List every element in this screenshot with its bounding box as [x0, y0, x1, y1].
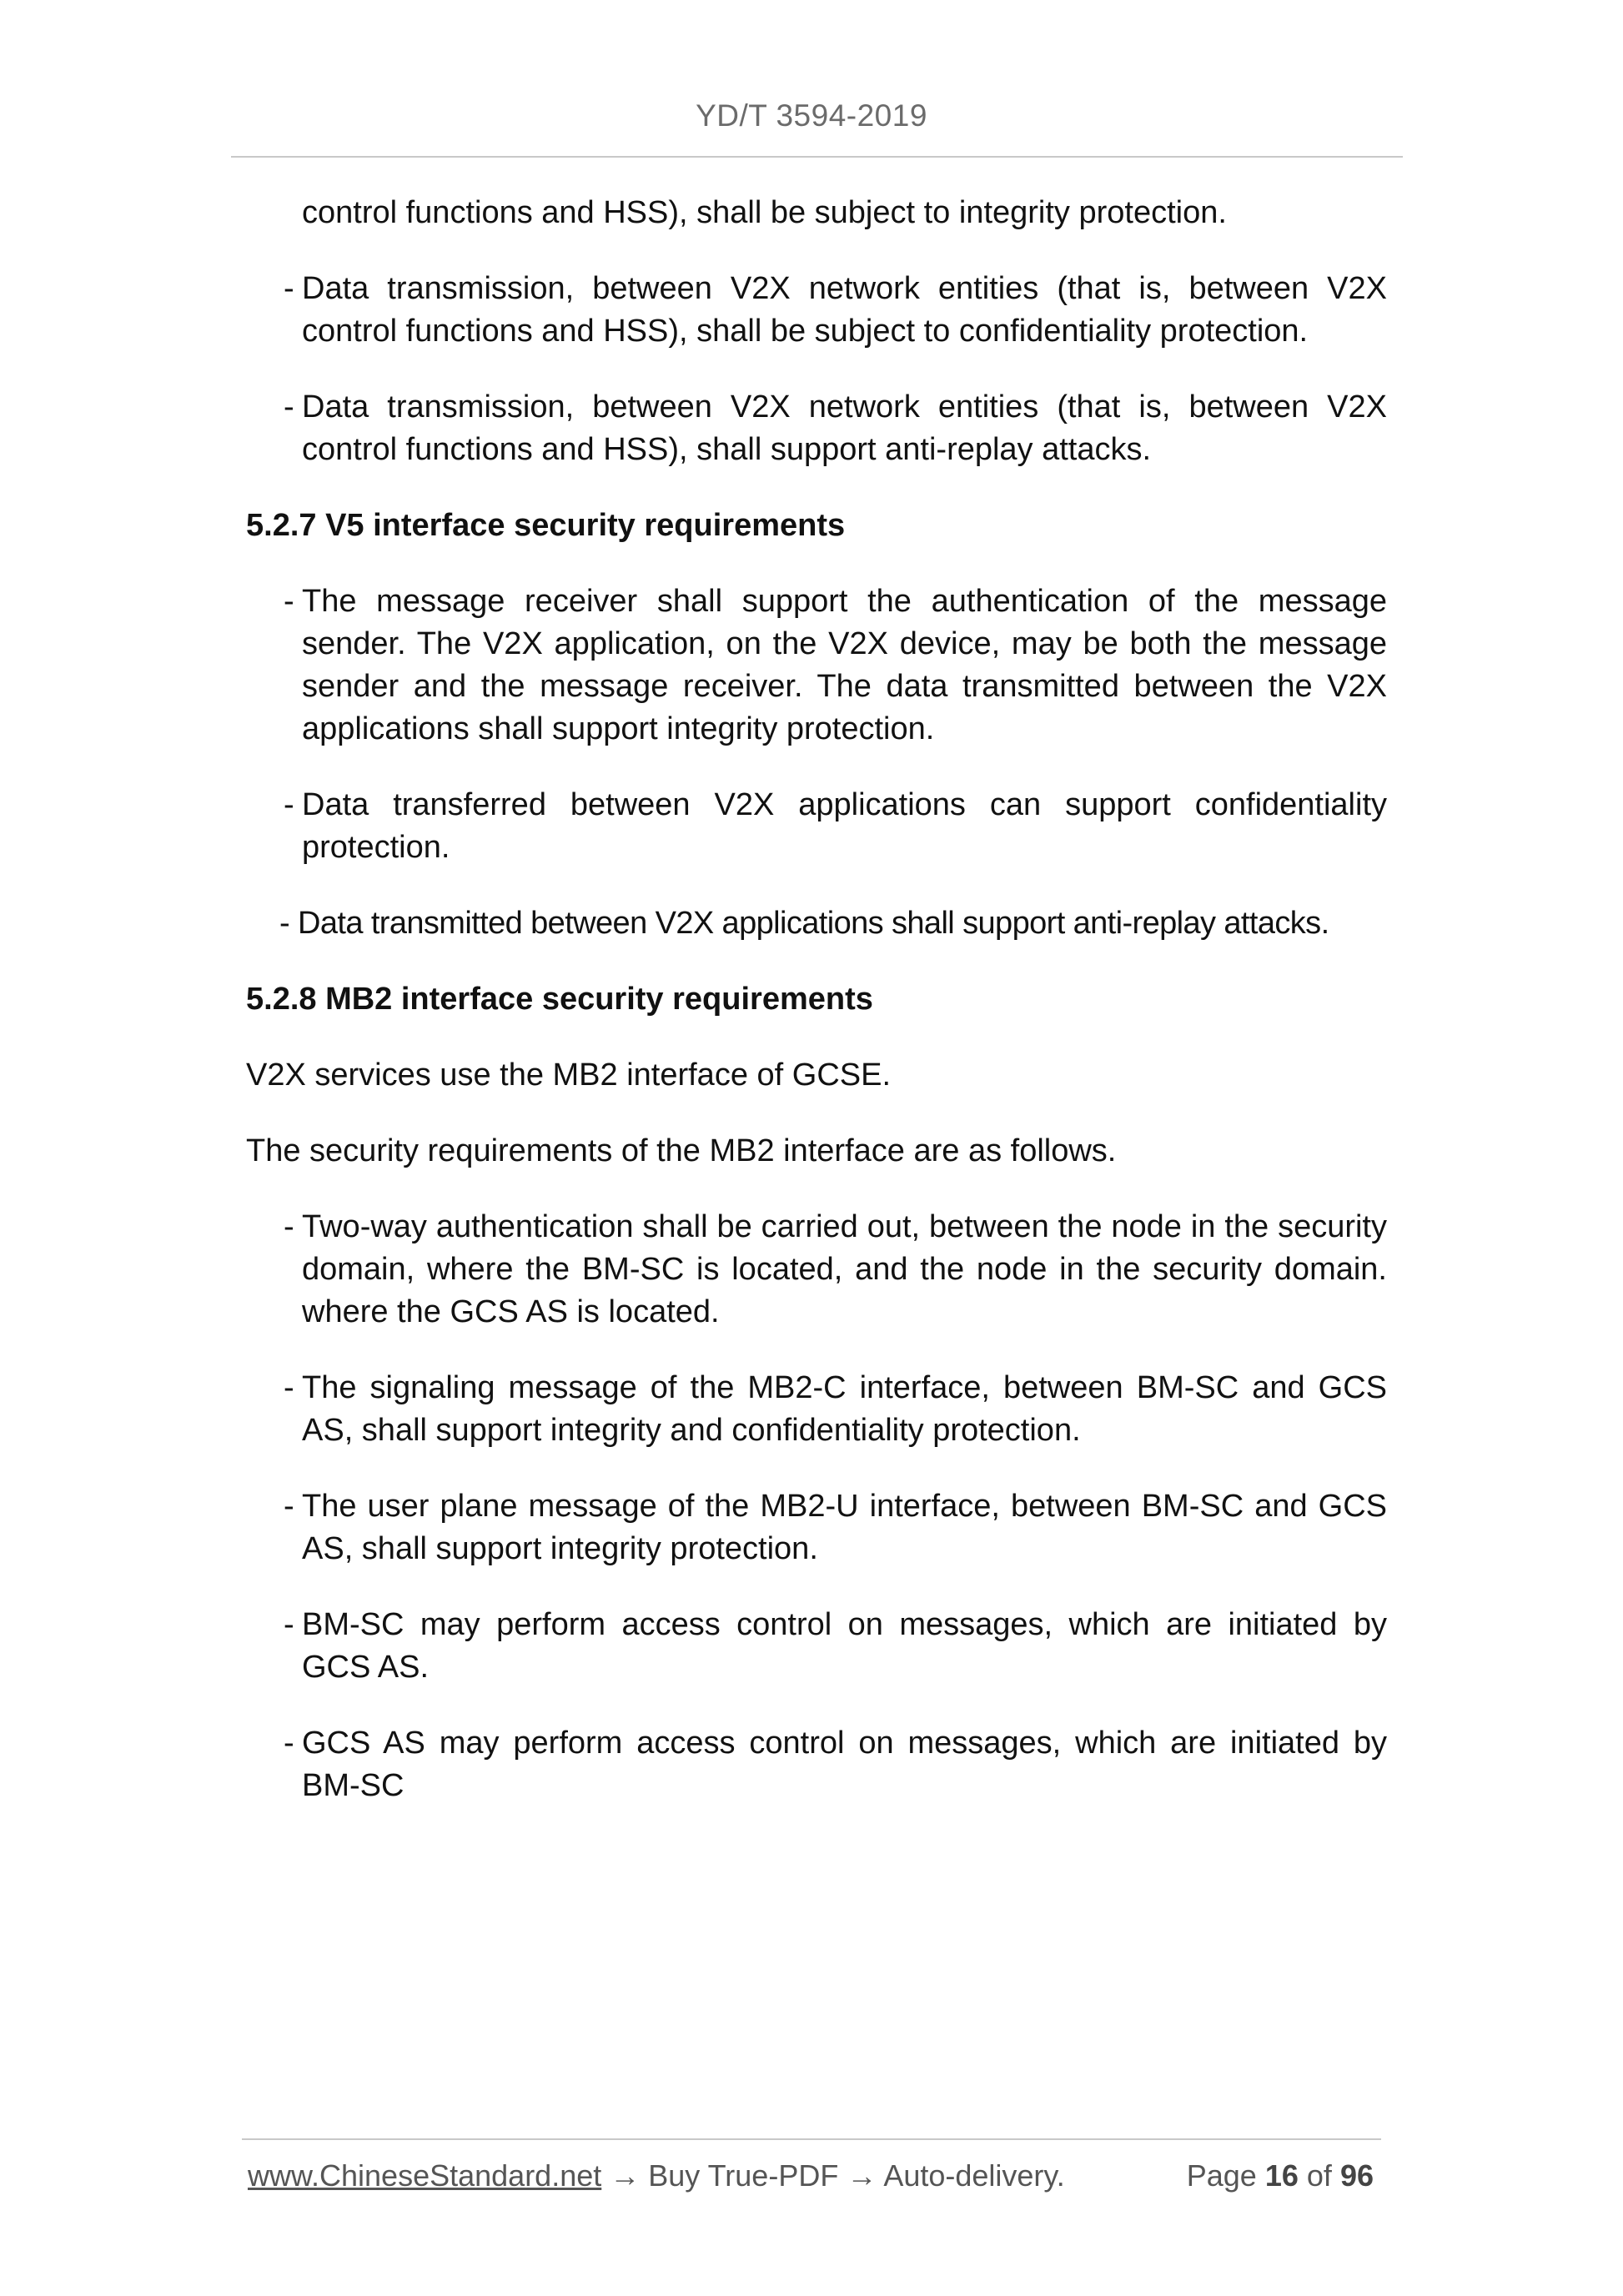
list-item-text: Two-way authentication shall be carried out, between the node in the security domain, where the BM-SC is located, and the node in the security domain. where the GCS AS is located.	[302, 1209, 1387, 1329]
list-item-text: The signaling message of the MB2-C interface, between BM-SC and GCS AS, shall support integrity and confidentiality protection.	[302, 1370, 1387, 1448]
total-pages: 96	[1339, 2158, 1374, 2193]
page-indicator	[1187, 2158, 1374, 2193]
page-label: Page	[1186, 2158, 1257, 2193]
page-body	[246, 192, 1387, 1841]
list-item	[284, 1367, 1387, 1452]
list-item-text: Data transmitted between V2X applications shall support anti-replay attacks.	[298, 906, 1329, 941]
list-item-text: BM-SC may perform access control on messages, which are initiated by GCS AS.	[302, 1607, 1387, 1685]
continued-paragraph: control functions and HSS), shall be subject to integrity protection.	[302, 195, 1227, 230]
list-item	[284, 1485, 1387, 1570]
list-item	[284, 1604, 1387, 1689]
list-item	[279, 902, 1387, 945]
bullet-dash: -	[284, 1370, 294, 1405]
list-item-text: Data transferred between V2X applications can support confidentiality protection.	[302, 787, 1387, 865]
bullet-dash: -	[284, 1607, 294, 1642]
document-code-header: YD/T 3594-2019	[696, 98, 927, 133]
bullet-dash: -	[279, 906, 290, 941]
list-item	[284, 580, 1387, 751]
paragraph: The security requirements of the MB2 interface are as follows.	[246, 1133, 1117, 1168]
bullet-dash: -	[284, 389, 294, 425]
footer-divider	[242, 2138, 1381, 2140]
list-item-text: GCS AS may perform access control on messages, which are initiated by BM-SC	[302, 1726, 1387, 1803]
header-divider	[231, 156, 1403, 158]
section-heading-5-2-7: 5.2.7 V5 interface security requirements	[246, 508, 846, 543]
bullet-dash: -	[284, 1209, 294, 1244]
footer-tagline: → Buy True-PDF → Auto-delivery.	[601, 2158, 1065, 2193]
bullet-dash: -	[284, 1489, 294, 1524]
of-label: of	[1306, 2158, 1332, 2193]
current-page-number: 16	[1264, 2158, 1299, 2193]
bullet-dash: -	[284, 1726, 294, 1761]
page-footer	[248, 2158, 1382, 2193]
list-item-text: The message receiver shall support the authentication of the message sender. The V2X application, on the V2X device, may be both the message sender and the message receiver. The data transmitted between the V2X applications shall support integrity protection.	[302, 584, 1387, 746]
bullet-dash: -	[284, 584, 294, 619]
list-item	[284, 268, 1387, 353]
list-item	[284, 386, 1387, 471]
list-item-text: Data transmission, between V2X network entities (that is, between V2X control functions and HSS), shall be subject to confidentiality protection.	[302, 271, 1387, 349]
list-item-text: Data transmission, between V2X network entities (that is, between V2X control functions and HSS), shall support anti-replay attacks.	[302, 389, 1387, 467]
bullet-dash: -	[284, 787, 294, 822]
list-item-text: The user plane message of the MB2-U interface, between BM-SC and GCS AS, shall support integrity protection.	[302, 1489, 1387, 1566]
paragraph: V2X services use the MB2 interface of GCSE.	[246, 1058, 892, 1093]
bullet-dash: -	[284, 271, 294, 306]
list-item	[284, 1206, 1387, 1334]
section-heading-5-2-8: 5.2.8 MB2 interface security requirements	[246, 982, 873, 1017]
list-item	[284, 784, 1387, 869]
list-item	[284, 1722, 1387, 1807]
website-link[interactable]: www.ChineseStandard.net	[248, 2158, 602, 2193]
